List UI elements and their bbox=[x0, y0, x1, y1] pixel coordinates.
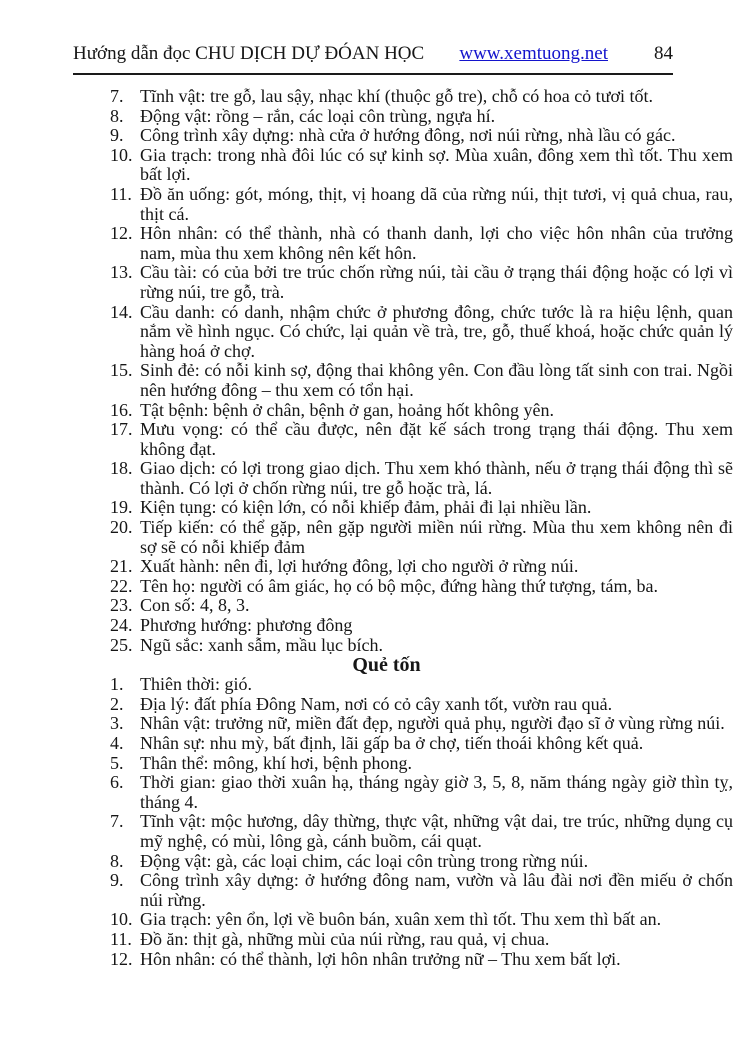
list-item-number: 25. bbox=[110, 634, 133, 655]
list-item bbox=[73, 146, 733, 185]
list-item-number: 16. bbox=[110, 399, 133, 420]
numbered-list-1-12 bbox=[73, 675, 733, 969]
list-item bbox=[73, 263, 733, 302]
list-item bbox=[73, 754, 733, 774]
page-header bbox=[73, 42, 673, 66]
list-item-text: Sinh đẻ: có nỗi kinh sợ, động thai không yên. Con đầu lòng tất sinh con trai. Ngồi nên hướng đông – thu xem có tổn hại. bbox=[140, 360, 733, 400]
list-item-number: 2. bbox=[110, 693, 124, 714]
list-item bbox=[73, 361, 733, 400]
list-item-number: 6. bbox=[110, 772, 124, 793]
list-item-number: 5. bbox=[110, 752, 124, 773]
list-item-text: Ngũ sắc: xanh sẫm, mầu lục bích. bbox=[140, 634, 383, 655]
list-item-number: 8. bbox=[110, 105, 124, 126]
list-item-text: Động vật: rồng – rắn, các loại côn trùng, ngựa hí. bbox=[140, 105, 496, 126]
list-item-number: 3. bbox=[110, 713, 124, 734]
list-item-number: 18. bbox=[110, 458, 133, 479]
list-item-text: Tiếp kiến: có thể gặp, nên gặp người miền núi rừng. Mùa thu xem không nên đi sợ sẽ có nỗi khiếp đảm bbox=[140, 517, 733, 557]
list-item-text: Đồ ăn: thịt gà, những mùi của núi rừng, rau quả, vị chua. bbox=[140, 928, 550, 949]
list-item-text: Tật bệnh: bệnh ở chân, bệnh ở gan, hoảng hốt không yên. bbox=[140, 399, 554, 420]
list-item-number: 11. bbox=[110, 928, 132, 949]
list-item-text: Địa lý: đất phía Đông Nam, nơi có cỏ cây xanh tốt, vườn rau quả. bbox=[140, 693, 613, 714]
list-item-number: 19. bbox=[110, 497, 133, 518]
list-item-text: Thân thể: mông, khí hơi, bệnh phong. bbox=[140, 752, 412, 773]
list-item bbox=[73, 675, 733, 695]
list-item-text: Con số: 4, 8, 3. bbox=[140, 595, 250, 616]
list-item-text: Nhân sự: nhu mỳ, bất định, lãi gấp ba ở chợ, tiến thoái không kết quả. bbox=[140, 733, 644, 753]
list-item-text: Gia trạch: trong nhà đôi lúc có sự kinh sợ. Mùa xuân, đông xem thì tốt. Thu xem bất lợi. bbox=[140, 144, 733, 185]
list-item bbox=[73, 224, 733, 263]
list-item-number: 1. bbox=[110, 674, 124, 695]
section-heading: Quẻ tốn bbox=[352, 654, 421, 677]
list-item-number: 9. bbox=[110, 870, 124, 891]
list-item bbox=[73, 930, 733, 950]
list-item bbox=[73, 950, 733, 970]
list-item-text: Mưu vọng: có thể cầu được, nên đặt kế sách trong trạng thái động. Thu xem không đạt. bbox=[140, 419, 733, 459]
list-item-text: Giao dịch: có lợi trong giao dịch. Thu xem khó thành, nếu ở trạng thái động thì sẽ thành. Có lợi ở chốn rừng núi, tre gỗ hoặc trà, lá. bbox=[140, 458, 733, 498]
page-body bbox=[73, 87, 733, 969]
list-item bbox=[73, 871, 733, 910]
list-item-text: Gia trạch: yên ổn, lợi về buôn bán, xuân xem thì tốt. Thu xem thì bất an. bbox=[140, 909, 662, 930]
list-item-number: 24. bbox=[110, 615, 133, 636]
list-item-number: 17. bbox=[110, 419, 133, 440]
list-item-text: Công trình xây dựng: nhà cửa ở hướng đông, nơi núi rừng, nhà lầu có gác. bbox=[140, 125, 676, 146]
list-item bbox=[73, 557, 733, 577]
list-item bbox=[73, 714, 733, 734]
list-item-number: 7. bbox=[110, 86, 124, 106]
list-item-text: Tĩnh vật: mộc hương, dây thừng, thực vật, những vật dai, tre trúc, những dụng cụ mỹ nghệ, có mùi, lông gà, cánh buồm, cái quạt. bbox=[140, 811, 733, 851]
list-item-number: 14. bbox=[110, 301, 133, 322]
list-item-text: Thời gian: giao thời xuân hạ, tháng ngày giờ 3, 5, 8, năm tháng ngày giờ thìn tỵ, tháng 4. bbox=[140, 772, 733, 812]
list-item-text: Cầu tài: có của bởi tre trúc chốn rừng núi, tài cầu ở trạng thái động hoặc có lợi vì rừng núi, tre gỗ, trà. bbox=[140, 262, 733, 302]
list-item-text: Hôn nhân: có thể thành, lợi hôn nhân trưởng nữ – Thu xem bất lợi. bbox=[140, 948, 621, 969]
list-item-text: Cầu danh: có danh, nhậm chức ở phương đông, chức tước là ra hiệu lệnh, quan nắm về hình ngục. Có chức, lại quản về trà, tre, gỗ, thuế khoá, hoặc chức quản lý hàng hoá ở chợ. bbox=[140, 301, 733, 361]
list-item bbox=[73, 910, 733, 930]
list-item bbox=[73, 616, 733, 636]
list-item bbox=[73, 126, 733, 146]
list-item-number: 23. bbox=[110, 595, 133, 616]
list-item bbox=[73, 695, 733, 715]
list-item-text: Động vật: gà, các loại chim, các loại côn trùng trong rừng núi. bbox=[140, 850, 589, 871]
header-title: Hướng dẫn đọc CHU DỊCH DỰ ĐÓAN HỌC bbox=[73, 43, 425, 64]
list-item-number: 13. bbox=[110, 262, 133, 283]
list-item-number: 7. bbox=[110, 811, 124, 832]
list-item-number: 12. bbox=[110, 223, 133, 244]
list-item-text: Đồ ăn uống: gót, móng, thịt, vị hoang dã của rừng núi, thịt tươi, vị quả chua, rau, thịt cá. bbox=[140, 183, 733, 224]
list-item-text: Kiện tụng: có kiện lớn, có nỗi khiếp đảm, phải đi lại nhiều lần. bbox=[140, 497, 592, 518]
list-item bbox=[73, 852, 733, 872]
list-item bbox=[73, 773, 733, 812]
list-item bbox=[73, 420, 733, 459]
list-item-number: 20. bbox=[110, 517, 133, 538]
header-divider bbox=[73, 73, 673, 75]
list-item bbox=[73, 498, 733, 518]
list-item-number: 21. bbox=[110, 556, 133, 577]
list-item-text: Hôn nhân: có thể thành, nhà có thanh danh, lợi cho việc hôn nhân của trưởng nam, mùa thu xem không nên kết hôn. bbox=[140, 223, 733, 263]
numbered-list-7-25 bbox=[73, 87, 733, 655]
list-item-text: Xuất hành: nên đi, lợi hướng đông, lợi cho người ở rừng núi. bbox=[140, 556, 579, 577]
list-item-number: 10. bbox=[110, 144, 133, 165]
list-item bbox=[73, 636, 733, 656]
list-item bbox=[73, 812, 733, 851]
list-item bbox=[73, 401, 733, 421]
list-item-text: Tên họ: người có âm giác, họ có bộ mộc, đứng hàng thứ tượng, tám, ba. bbox=[140, 575, 658, 596]
list-item-number: 8. bbox=[110, 850, 124, 871]
list-item bbox=[73, 577, 733, 597]
list-item-text: Công trình xây dựng: ở hướng đông nam, vườn và lâu đài nơi đền miếu ở chốn núi rừng. bbox=[140, 870, 733, 910]
list-item-text: Tĩnh vật: tre gỗ, lau sậy, nhạc khí (thuộc gỗ tre), chỗ có hoa cỏ tươi tốt. bbox=[140, 86, 653, 106]
list-item-number: 15. bbox=[110, 360, 133, 381]
list-item bbox=[73, 185, 733, 224]
list-item-number: 22. bbox=[110, 575, 133, 596]
list-item-number: 11. bbox=[110, 183, 132, 204]
list-item bbox=[73, 518, 733, 557]
page-number: 84 bbox=[654, 43, 673, 64]
list-item-text: Nhân vật: trưởng nữ, miền đất đẹp, người quả phụ, người đạo sĩ ở vùng rừng núi. bbox=[140, 713, 725, 734]
list-item-number: 12. bbox=[110, 948, 133, 969]
list-item-text: Thiên thời: gió. bbox=[140, 674, 253, 695]
list-item bbox=[73, 459, 733, 498]
list-item bbox=[73, 734, 733, 754]
list-item bbox=[73, 87, 733, 107]
list-item bbox=[73, 107, 733, 127]
list-item-number: 9. bbox=[110, 125, 124, 146]
list-item-number: 10. bbox=[110, 909, 133, 930]
list-item bbox=[73, 596, 733, 616]
list-item-number: 4. bbox=[110, 733, 124, 753]
list-item-text: Phương hướng: phương đông bbox=[140, 615, 353, 636]
header-url-link[interactable]: www.xemtuong.net bbox=[459, 43, 608, 64]
list-item bbox=[73, 303, 733, 362]
